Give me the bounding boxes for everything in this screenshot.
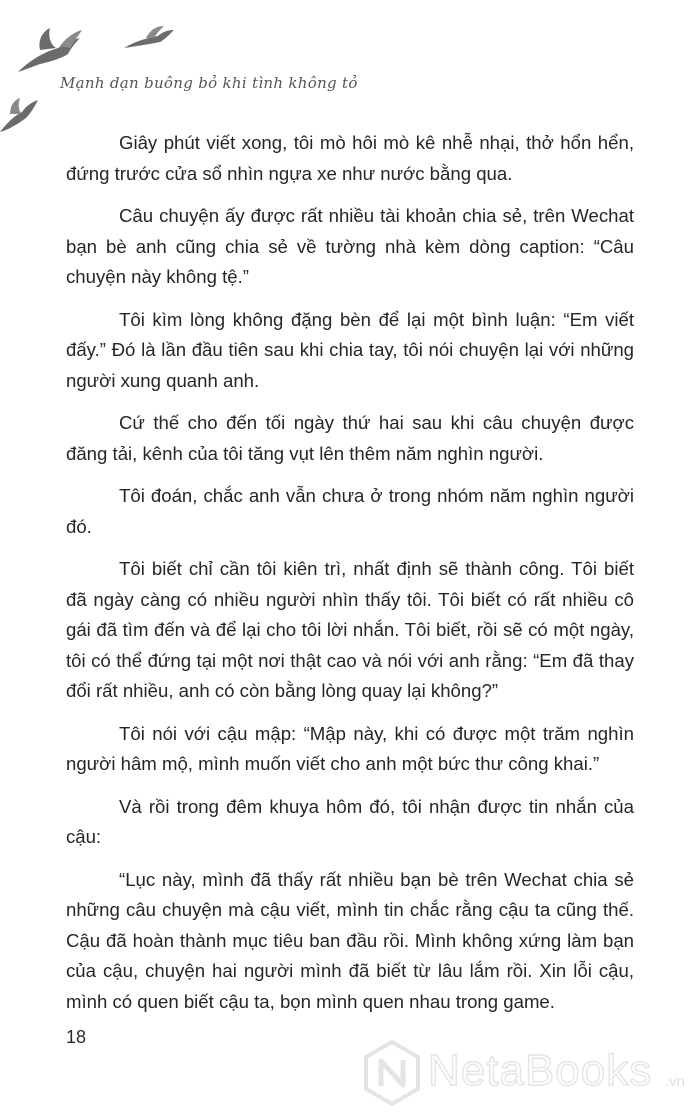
paragraph: Tôi nói với cậu mập: “Mập này, khi có được một trăm nghìn người hâm mộ, mình muốn viết cho anh một bức thư công khai.” (66, 722, 634, 774)
paragraph: Cứ thế cho đến tối ngày thứ hai sau khi câu chuyện được đăng tải, kênh của tôi tăng vụt lên thêm năm nghìn người. (66, 412, 634, 464)
watermark-suffix: .vn (665, 1073, 686, 1090)
paragraph: Và rồi trong đêm khuya hôm đó, tôi nhận được tin nhắn của cậu: (66, 795, 634, 847)
flying-birds-icon (0, 0, 190, 140)
watermark (362, 1040, 692, 1110)
netabooks-logo-icon (362, 1040, 422, 1106)
paragraph: Tôi đoán, chắc anh vẫn chưa ở trong nhóm năm nghìn người đó. (66, 485, 634, 537)
paragraph: “Lục này, mình đã thấy rất nhiều bạn bè trên Wechat chia sẻ những câu chuyện mà cậu viết, mình tin chắc rằng cậu ta cũng thế. Cậu đã hoàn thành mục tiêu ban đầu rồi. Mình không xứng làm bạn của cậu, chuyện hai người mình đã biết từ lâu lắm rồi. Xin lỗi cậu, mình có quen biết cậu ta, bọn mình quen nhau trong game. (66, 868, 634, 1012)
watermark-brand: NetaBooks (428, 1046, 653, 1095)
body-text (66, 128, 634, 1029)
page-number: 18 (66, 1027, 87, 1047)
running-header: Mạnh dạn buông bỏ khi tình không tỏ (60, 74, 358, 92)
paragraph: Tôi biết chỉ cần tôi kiên trì, nhất định sẽ thành công. Tôi biết đã ngày càng có nhiều người nhìn thấy tôi. Tôi biết có rất nhiều cô gái đã tìm đến và để lại cho tôi lời nhắn. Tôi biết, rồi sẽ có một ngày, tôi có thể đứng tại một nơi thật cao và nói với anh rằng: “Em đã thay đổi rất nhiều, anh có còn bằng lòng quay lại không?” (66, 558, 634, 701)
paragraph: Giây phút viết xong, tôi mò hôi mò kê nhễ nhại, thở hổn hển, đứng trước cửa sổ nhìn ngựa xe như nước bằng qua. (66, 132, 634, 184)
paragraph: Tôi kìm lòng không đặng bèn để lại một bình luận: “Em viết đấy.” Đó là lần đầu tiên sau khi chia tay, tôi nói chuyện lại với những người xung quanh anh. (66, 308, 634, 391)
paragraph: Câu chuyện ấy được rất nhiều tài khoản chia sẻ, trên Wechat bạn bè anh cũng chia sẻ về tường nhà kèm dòng caption: “Câu chuyện này không tệ.” (66, 205, 634, 287)
